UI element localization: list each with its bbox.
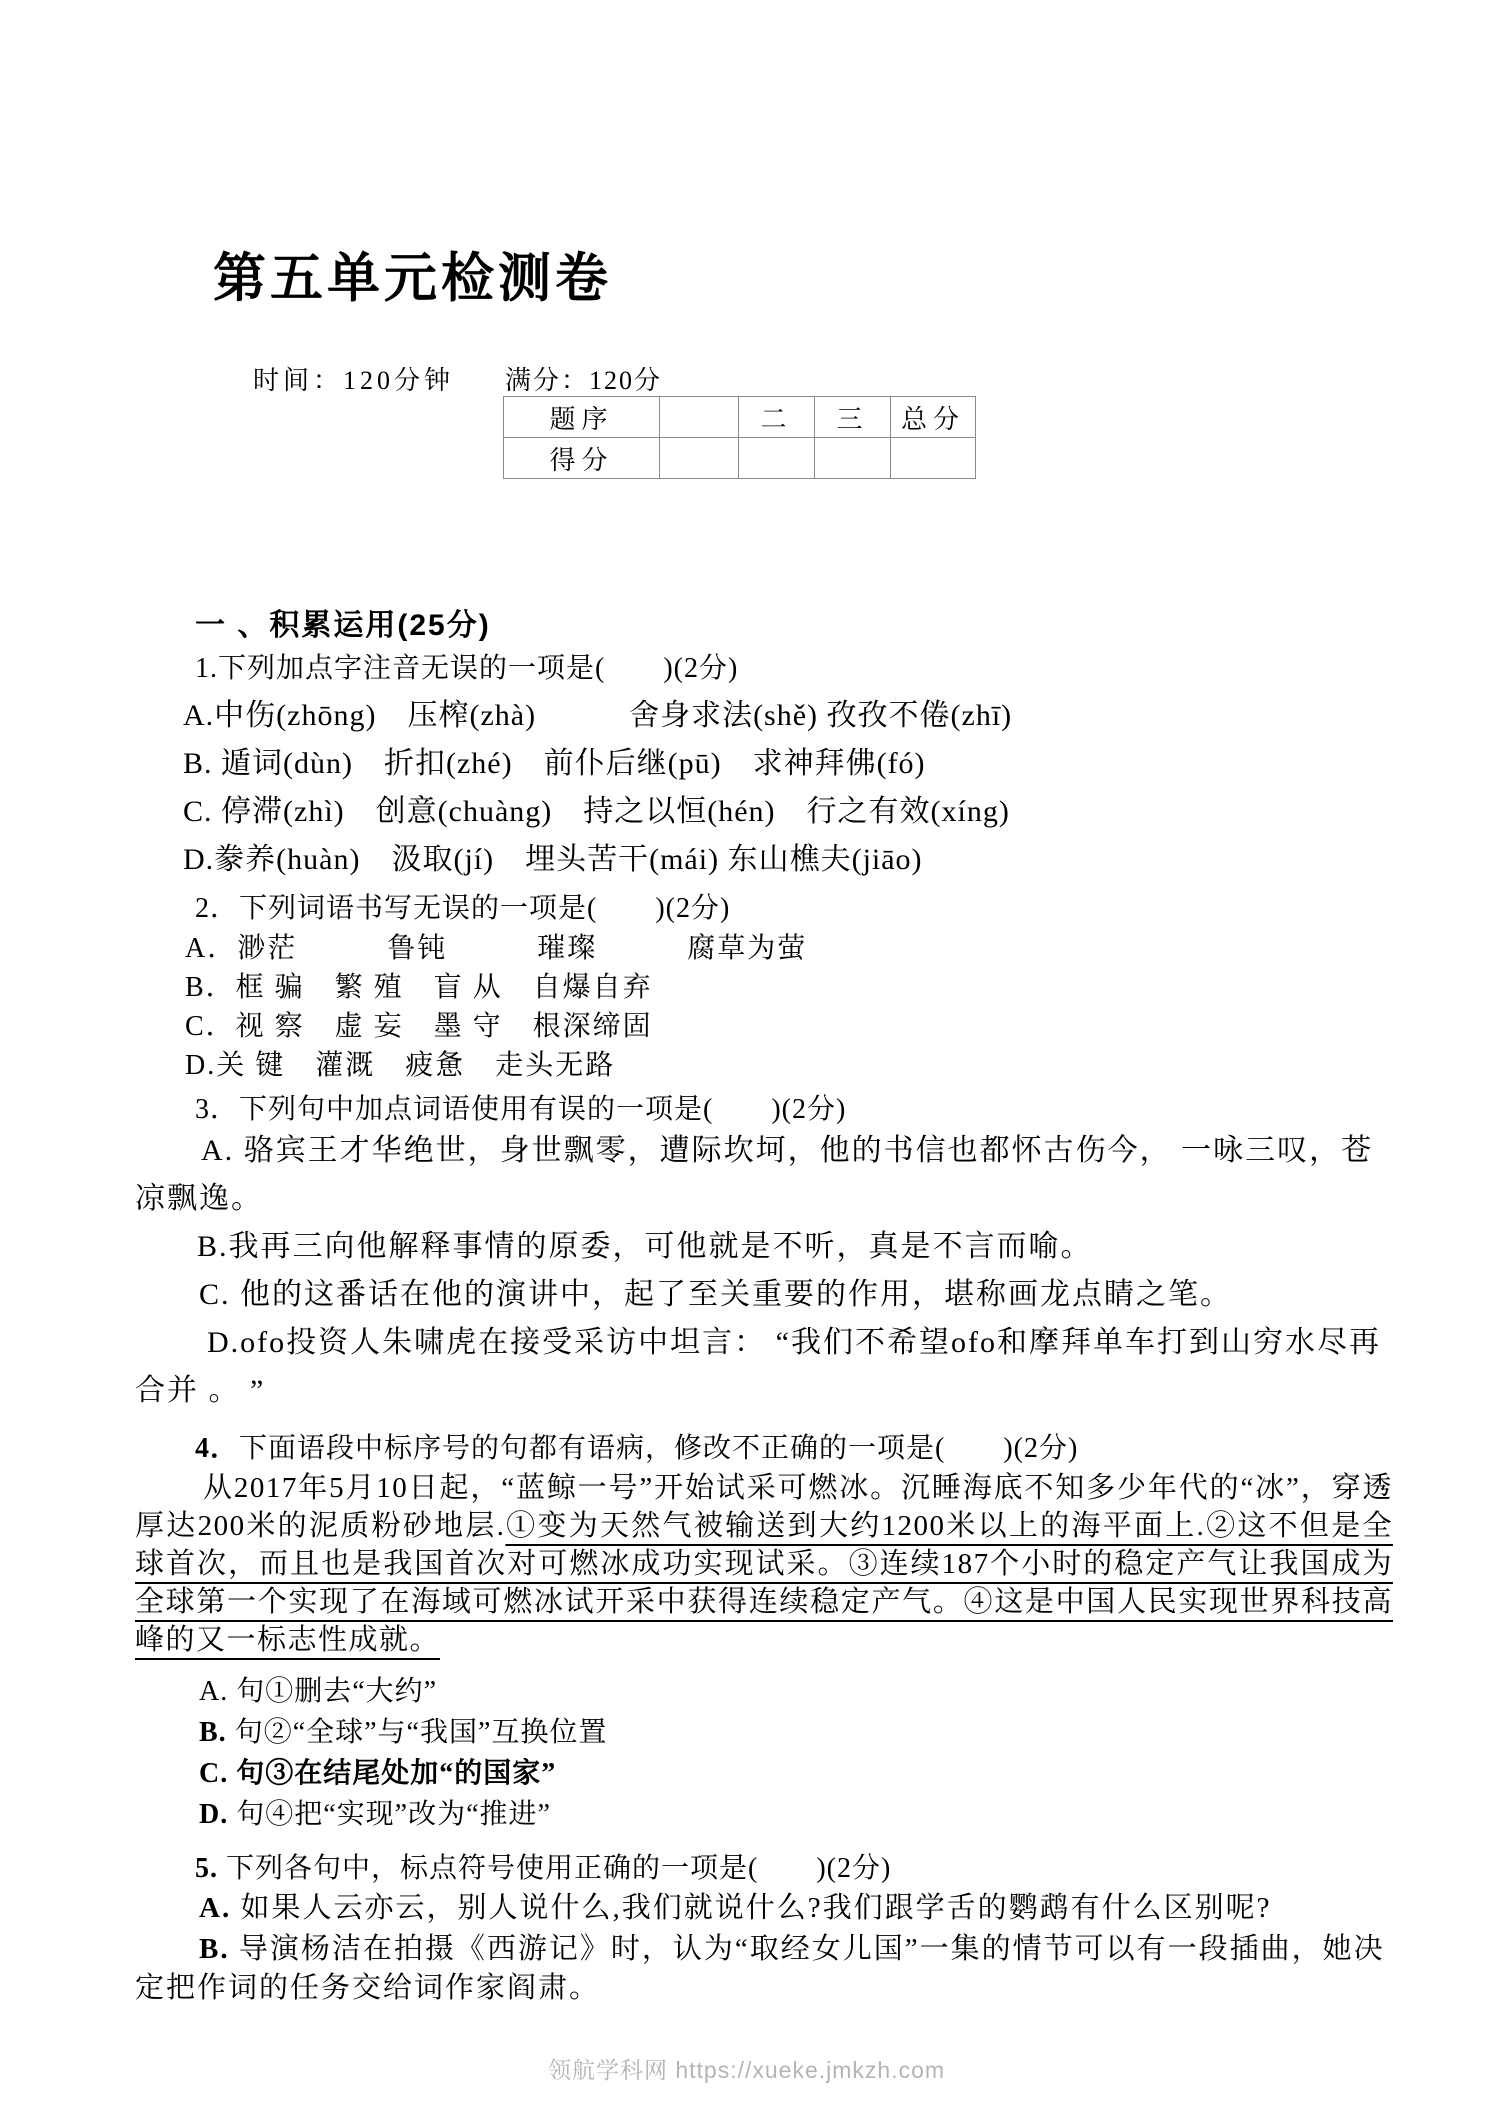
option-text: 如果人云亦云，别人说什么,我们就说什么?我们跟学舌的鹦鹉有什么区别呢? — [240, 1892, 1272, 1924]
paper-body — [135, 600, 1393, 2008]
question-5-stem — [135, 1851, 1393, 1887]
score-table-cell — [660, 438, 739, 479]
score-table-cell — [660, 397, 739, 438]
question-4-stem — [135, 1431, 1393, 1467]
section-heading: 一 、积累运用(25分) — [195, 609, 491, 642]
score-table-cell: 题序 — [504, 397, 660, 438]
passage-underlined-part: ①变为天然气被输送到大约1200米以上的海平面上.②这不但是全球首次，而且也是我国首次对可燃冰成功实现试采。③连续187个小时的稳定产气让我国成为全球第一个实现了在海域可燃冰试开采中获得连续稳定产气。④这是中国人民实现世界科技高峰的又一标志性成就。 — [135, 1510, 1393, 1656]
question-2-option-b: B．框 骗 繁 殖 盲 从 自爆自弃 — [185, 972, 653, 1003]
question-3-option-b: B.我再三向他解释事情的原委，可他就是不听，真是不言而喻。 — [197, 1230, 1093, 1263]
question-2-options — [135, 929, 1393, 1085]
option-letter: A. — [199, 1676, 229, 1707]
score-table-cell: 总分 — [891, 397, 976, 438]
option-text: 句④把“实现”改为“推进” — [236, 1799, 551, 1830]
question-4-option-d — [135, 1794, 1393, 1835]
question-4-options — [135, 1671, 1393, 1835]
question-5-option-a — [135, 1889, 1393, 1928]
score-table-cell: 二 — [739, 397, 815, 438]
full-score-label: 满分：120分 — [505, 366, 663, 395]
question-2-stem: 2．下列词语书写无误的一项是( )(2分) — [195, 893, 731, 924]
question-1-option-b: B. 遁词(dùn) 折扣(zhé) 前仆后继(pū) 求神拜佛(fó) — [183, 747, 926, 780]
question-4-passage — [135, 1469, 1393, 1659]
question-3-option-c: C. 他的这番话在他的演讲中，起了至关重要的作用，堪称画龙点睛之笔。 — [199, 1278, 1233, 1311]
score-table-cell — [891, 438, 976, 479]
question-4-option-a — [135, 1671, 1393, 1712]
question-5-stem-text: 下列各句中，标点符号使用正确的一项是( )(2分) — [226, 1853, 892, 1884]
option-text: 导演杨洁在拍摄《西游记》时，认为“取经女儿国”一集的情节可以有一段插曲，她决定把作词的任务交给词作家阎肃。 — [135, 1933, 1385, 2004]
question-3-option-d: D.ofo投资人朱啸虎在接受采访中坦言： “我们不希望ofo和摩拜单车打到山穷水尽再合并 。 ” — [135, 1326, 1381, 1407]
question-5-option-b — [135, 1930, 1393, 2008]
question-4-option-c — [135, 1753, 1393, 1794]
score-table-cell: 得分 — [504, 438, 660, 479]
option-text: 句①删去“大约” — [236, 1676, 438, 1707]
question-2-option-c: C．视 察 虚 妄 墨 守 根深缔固 — [185, 1011, 653, 1042]
option-letter: A. — [199, 1892, 232, 1924]
question-4-number: 4． — [195, 1433, 240, 1464]
option-letter: D. — [199, 1799, 229, 1830]
option-text: 句②“全球”与“我国”互换位置 — [234, 1717, 608, 1748]
question-1-option-d: D.豢养(huàn) 汲取(jí) 埋头苦干(mái) 东山樵夫(jiāo) — [183, 843, 923, 876]
option-letter: B. — [199, 1933, 230, 1965]
question-3-option-a: A. 骆宾王才华绝世，身世飘零，遭际坎坷，他的书信也都怀古伤今， 一咏三叹，苍凉飘逸。 — [135, 1134, 1374, 1215]
time-limit-label: 时间：120分钟 — [253, 366, 455, 395]
question-3-options — [135, 1127, 1393, 1415]
option-text: 句③在结尾处加“的国家” — [236, 1758, 557, 1789]
passage-plain-part: 从2017年5月10日起，“蓝鲸一号”开始试采可燃冰。沉睡海底不知多少年代的“冰”，穿透厚达200米的泥质粉砂地层. — [135, 1472, 1393, 1542]
score-table-header-row — [504, 397, 976, 438]
question-1-option-a: A.中伤(zhōng) 压榨(zhà) 舍身求法(shě) 孜孜不倦(zhī) — [183, 699, 1013, 732]
paper-title: 第五单元检测卷 — [213, 250, 612, 308]
question-1-stem: 1.下列加点字注音无误的一项是( )(2分) — [195, 653, 739, 684]
question-1-options — [135, 692, 1393, 884]
question-2-option-a: A．渺茫 鲁钝 璀璨 腐草为萤 — [185, 933, 808, 964]
footer-watermark: 领航学科网 https://xueke.jmkzh.com — [547, 2057, 946, 2083]
option-letter: C. — [199, 1758, 229, 1789]
question-5-number: 5. — [195, 1853, 218, 1884]
question-1-option-c: C. 停滞(zhì) 创意(chuàng) 持之以恒(hén) 行之有效(xíng) — [183, 795, 1010, 828]
score-table-score-row — [504, 438, 976, 479]
score-table-cell — [815, 438, 891, 479]
question-2-option-d: D.关 键 灌溉 疲惫 走头无路 — [185, 1050, 616, 1081]
score-table — [503, 396, 976, 479]
score-table-cell: 三 — [815, 397, 891, 438]
question-5-options — [135, 1889, 1393, 2008]
question-4-option-b — [135, 1712, 1393, 1753]
option-letter: B. — [199, 1717, 227, 1748]
score-table-cell — [739, 438, 815, 479]
question-3-stem: 3．下列句中加点词语使用有误的一项是( )(2分) — [195, 1094, 847, 1125]
question-4-stem-text: 下面语段中标序号的句都有语病，修改不正确的一项是( )(2分) — [239, 1433, 1079, 1464]
